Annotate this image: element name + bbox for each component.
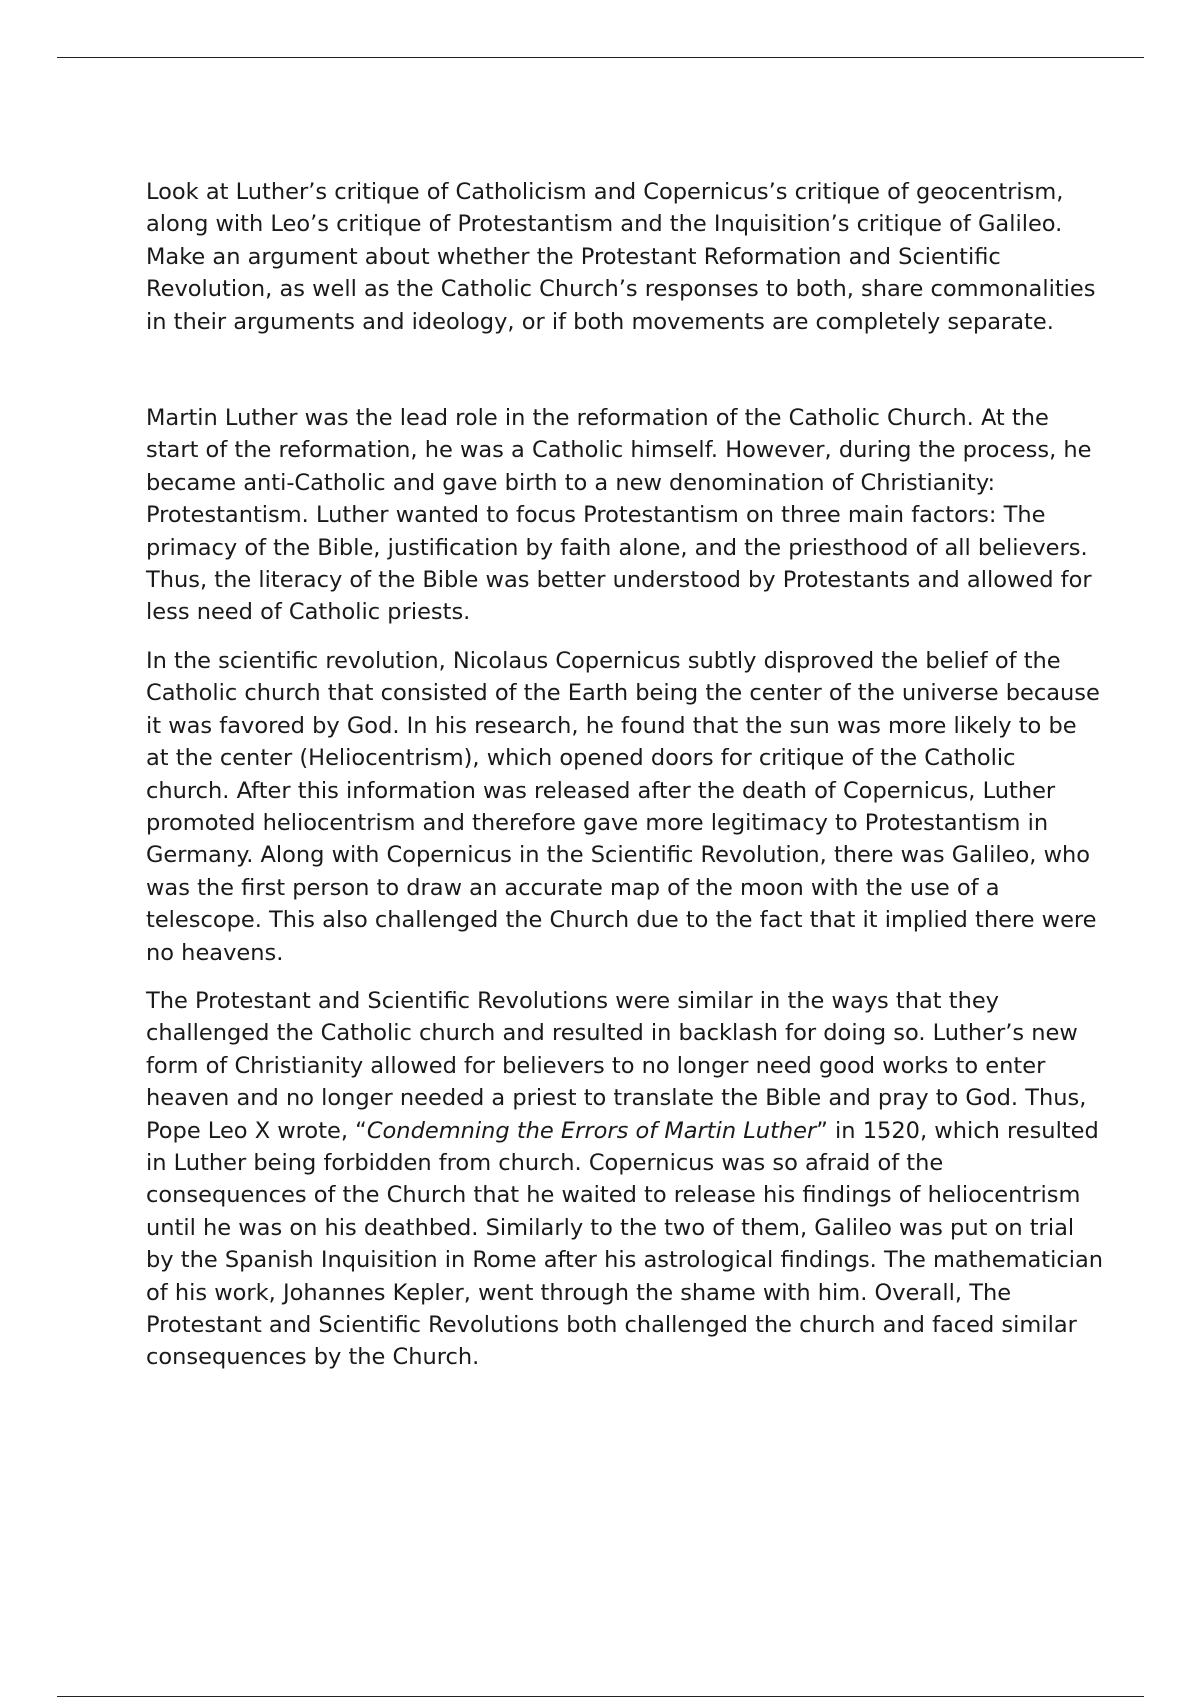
paragraph-copernicus-galileo: In the scientific revolution, Nicolaus Copernicus subtly disproved the belief of the Catholic church that consisted of the Earth being the center of the universe because it was favored by God. In his research, he found that the sun was more likely to be at the center (Heliocentrism), which opened doors for critique of the Catholic church. After this information was released after the death of Copernicus, Luther promoted heliocentrism and therefore gave more legitimacy to Protestantism in Germany. Along with Copernicus in the Scientific Revolution, there was Galileo, who was the first person to draw an accurate map of the moon with the use of a telescope. This also challenged the Church due to the fact that it implied there were no heavens. <box>146 647 1100 966</box>
paragraph-comparison-text-end: ” in 1520, which resulted in Luther being forbidden from church. Copernicus was so afraid of the consequences of the Church that he waited to release his findings of heliocentrism until he was on his deathbed. Similarly to the two of them, Galileo was put on trial by the Spanish Inquisition in Rome after his astrological findings. The mathematician of his work, Johannes Kepler, went through the shame with him. Overall, The Protestant and Scientific Revolutions both challenged the church and faced similar consequences by the Church. <box>146 1117 1104 1371</box>
document-body <box>146 176 1106 1374</box>
bottom-rule <box>57 1696 1144 1697</box>
paragraph-comparison-text-start: The Protestant and Scientific Revolutions were similar in the ways that they challenged the Catholic church and resulted in backlash for doing so. Luther’s new form of Christianity allowed for believers to no longer need good works to enter heaven and no longer needed a priest to translate the Bible and pray to God. Thus, Pope Leo X wrote, “ <box>146 987 1087 1144</box>
essay-prompt: Look at Luther’s critique of Catholicism and Copernicus’s critique of geocentrism, along with Leo’s critique of Protestantism and the Inquisition’s critique of Galileo. Make an argument about whether the Protestant Reformation and Scientific Revolution, as well as the Catholic Church’s responses to both, share commonalities in their arguments and ideology, or if both movements are completely separate. <box>146 179 1096 335</box>
cited-work-title: Condemning the Errors of Martin Luther <box>366 1117 817 1144</box>
paragraph-comparison <box>146 985 1106 1374</box>
top-rule <box>57 57 1144 58</box>
paragraph-luther: Martin Luther was the lead role in the reformation of the Catholic Church. At the start of the reformation, he was a Catholic himself. However, during the process, he became anti-Catholic and gave birth to a new denomination of Christianity: Protestantism. Luther wanted to focus Protestantism on three main factors: The primacy of the Bible, justification by faith alone, and the priesthood of all believers. Thus, the literacy of the Bible was better understood by Protestants and allowed for less need of Catholic priests. <box>146 405 1092 626</box>
